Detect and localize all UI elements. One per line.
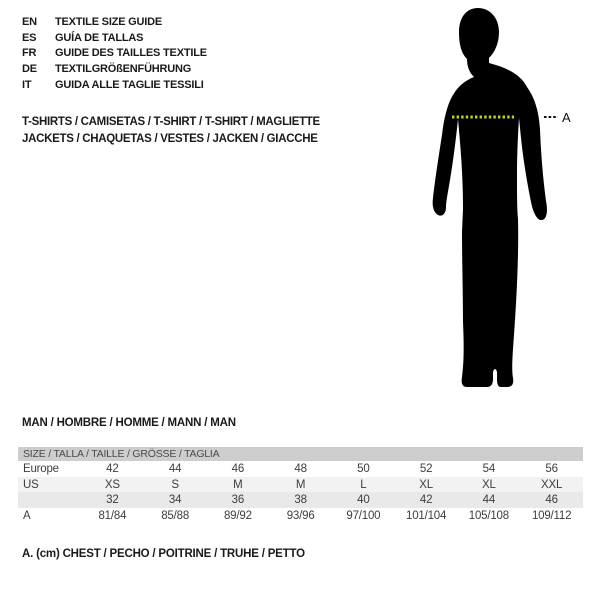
measurement-footnote: A. (cm) CHEST / PECHO / POITRINE / TRUHE / PETTO — [22, 548, 305, 560]
language-label: GUIDA ALLE TAGLIE TESSILI — [55, 79, 204, 92]
table-cell: 34 — [168, 494, 182, 507]
table-cell: 46 — [545, 494, 558, 507]
table-cell: 48 — [294, 462, 307, 475]
table-cell: 56 — [545, 462, 558, 475]
size-table-header: SIZE / TALLA / TAILLE / GRÖSSE / TAGLIA — [18, 447, 583, 461]
table-cell: 50 — [357, 462, 370, 475]
man-silhouette-svg — [415, 2, 590, 394]
table-cell: M — [233, 478, 243, 491]
table-cell: 32 — [106, 494, 119, 507]
table-cell: 81/84 — [98, 509, 127, 522]
man-figure — [415, 2, 590, 394]
table-cell: XS — [104, 478, 120, 491]
table-row-us — [18, 477, 583, 493]
table-cell: XL — [419, 478, 433, 491]
language-label: TEXTILE SIZE GUIDE — [55, 15, 163, 28]
table-cell: 85/88 — [161, 509, 190, 522]
row-label — [18, 492, 81, 508]
language-code: IT — [22, 79, 32, 92]
table-cell: 38 — [294, 494, 307, 507]
language-code: ES — [22, 31, 37, 44]
section-title-man: MAN / HOMBRE / HOMME / MANN / MAN — [22, 417, 236, 429]
category-line-tshirts: T-SHIRTS / CAMISETAS / T-SHIRT / T-SHIRT / MAGLIETTE — [22, 116, 320, 128]
table-cell: 42 — [419, 494, 433, 507]
table-cell: 93/96 — [286, 509, 315, 522]
table-cell: 89/92 — [223, 509, 252, 522]
man-silhouette — [433, 8, 547, 387]
table-cell: L — [360, 478, 367, 491]
table-cell: 36 — [231, 494, 245, 507]
table-cell: 52 — [419, 462, 433, 475]
table-cell: 42 — [106, 462, 119, 475]
table-cell: 105/108 — [468, 509, 509, 522]
language-label: GUIDE DES TAILLES TEXTILE — [55, 47, 207, 60]
table-cell: 97/100 — [346, 509, 381, 522]
table-cell: XL — [482, 478, 496, 491]
table-cell: 46 — [231, 462, 245, 475]
language-row-en — [22, 14, 207, 30]
language-list — [22, 14, 207, 93]
table-cell: 40 — [357, 494, 370, 507]
measure-label-a: A — [562, 110, 571, 125]
language-label: TEXTILGRÖßENFÜHRUNG — [55, 63, 192, 76]
row-label: US — [23, 478, 39, 491]
table-row-chest-a — [18, 508, 583, 524]
table-row-europe — [18, 461, 583, 477]
language-code: FR — [22, 47, 37, 60]
row-label: A — [23, 509, 31, 522]
category-line-jackets: JACKETS / CHAQUETAS / VESTES / JACKEN / GIACCHE — [22, 132, 318, 145]
table-cell: 44 — [168, 462, 182, 475]
size-table — [18, 447, 583, 524]
table-cell: XXL — [541, 478, 563, 491]
table-cell: M — [295, 478, 306, 491]
table-cell: 101/104 — [406, 509, 447, 522]
language-label: GUÍA DE TALLAS — [55, 31, 144, 44]
table-cell: 44 — [482, 494, 496, 507]
table-row-uk — [18, 492, 583, 508]
language-code: EN — [22, 15, 37, 28]
language-row-de — [22, 61, 207, 77]
language-code: DE — [22, 63, 37, 76]
table-cell: 109/112 — [531, 509, 572, 522]
language-row-es — [22, 30, 207, 46]
language-row-fr — [22, 46, 207, 62]
table-cell: S — [171, 478, 179, 491]
language-row-it — [22, 77, 207, 93]
size-table-grid — [18, 461, 583, 524]
garment-categories — [22, 114, 320, 147]
row-label: Europe — [23, 462, 59, 475]
table-cell: 54 — [482, 462, 496, 475]
